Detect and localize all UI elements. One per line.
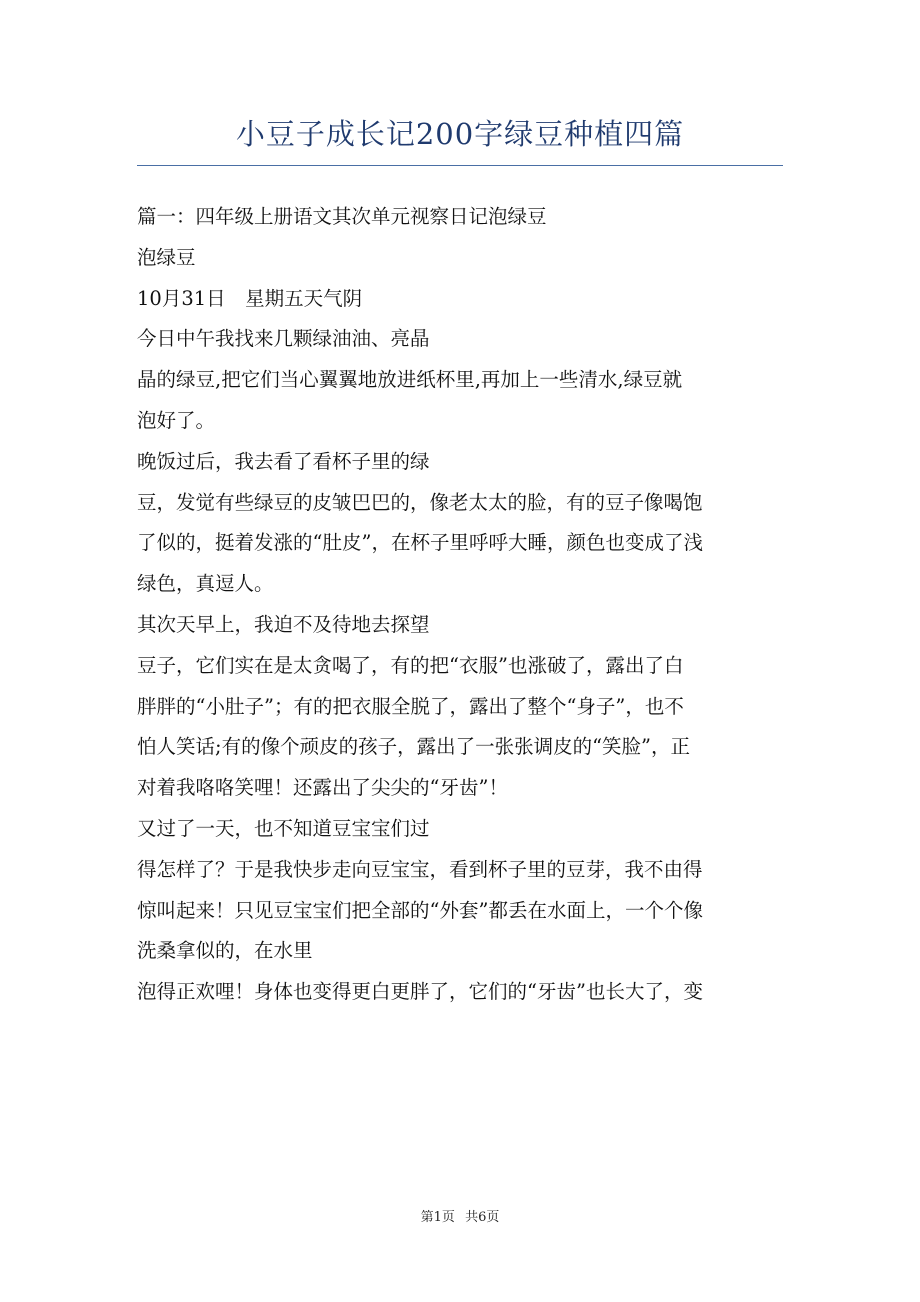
body-line: 豆子，它们实在是太贪喝了，有的把“衣服”也涨破了，露出了白 [137,653,684,677]
body-line: 其次天早上，我迫不及待地去探望 [137,612,430,636]
body-line: 洗桑拿似的，在水里 [137,939,313,963]
body-line: 篇一：四年级上册语文其次单元视察日记泡绿豆 [137,205,547,228]
body-line: 10月31日 星期五天气阴 [137,286,363,310]
body-line: 晚饭过后，我去看了看杯子里的绿 [137,449,430,473]
page-footer [0,1206,920,1225]
body-line: 绿色，真逗人。 [137,572,274,596]
page-number: 第1页 [420,1210,455,1225]
body-line: 对着我咯咯笑哩！还露出了尖尖的“牙齿”！ [137,776,508,800]
body-line: 惊叫起来！只见豆宝宝们把全部的“外套”都丢在水面上，一个个像 [137,898,703,922]
body-line: 今日中午我找来几颗绿油油、亮晶 [137,327,430,351]
page-title: 小豆子成长记200字绿豆种植四篇 [235,117,685,151]
body-line: 泡绿豆 [137,245,196,269]
body-line: 泡好了。 [137,408,216,432]
page-total: 共6页 [465,1210,500,1225]
document-body [137,197,783,1013]
body-line: 了似的，挺着发涨的“肚皮”，在杯子里呼呼大睡，颜色也变成了浅 [137,531,703,555]
body-line: 怕人笑话;有的像个顽皮的孩子，露出了一张张调皮的“笑脸”，正 [137,735,691,759]
body-line: 豆，发觉有些绿豆的皮皱巴巴的，像老太太的脸，有的豆子像喝饱 [137,490,703,514]
title-divider [137,165,783,166]
body-line: 泡得正欢哩！身体也变得更白更胖了，它们的“牙齿”也长大了，变 [137,980,703,1004]
body-line: 胖胖的“小肚子”；有的把衣服全脱了，露出了整个“身子”，也不 [137,694,684,718]
body-line: 晶的绿豆,把它们当心翼翼地放进纸杯里,再加上一些清水,绿豆就 [137,368,683,392]
body-line: 又过了一天，也不知道豆宝宝们过 [137,816,430,840]
body-line: 得怎样了？于是我快步走向豆宝宝，看到杯子里的豆芽，我不由得 [137,857,703,881]
